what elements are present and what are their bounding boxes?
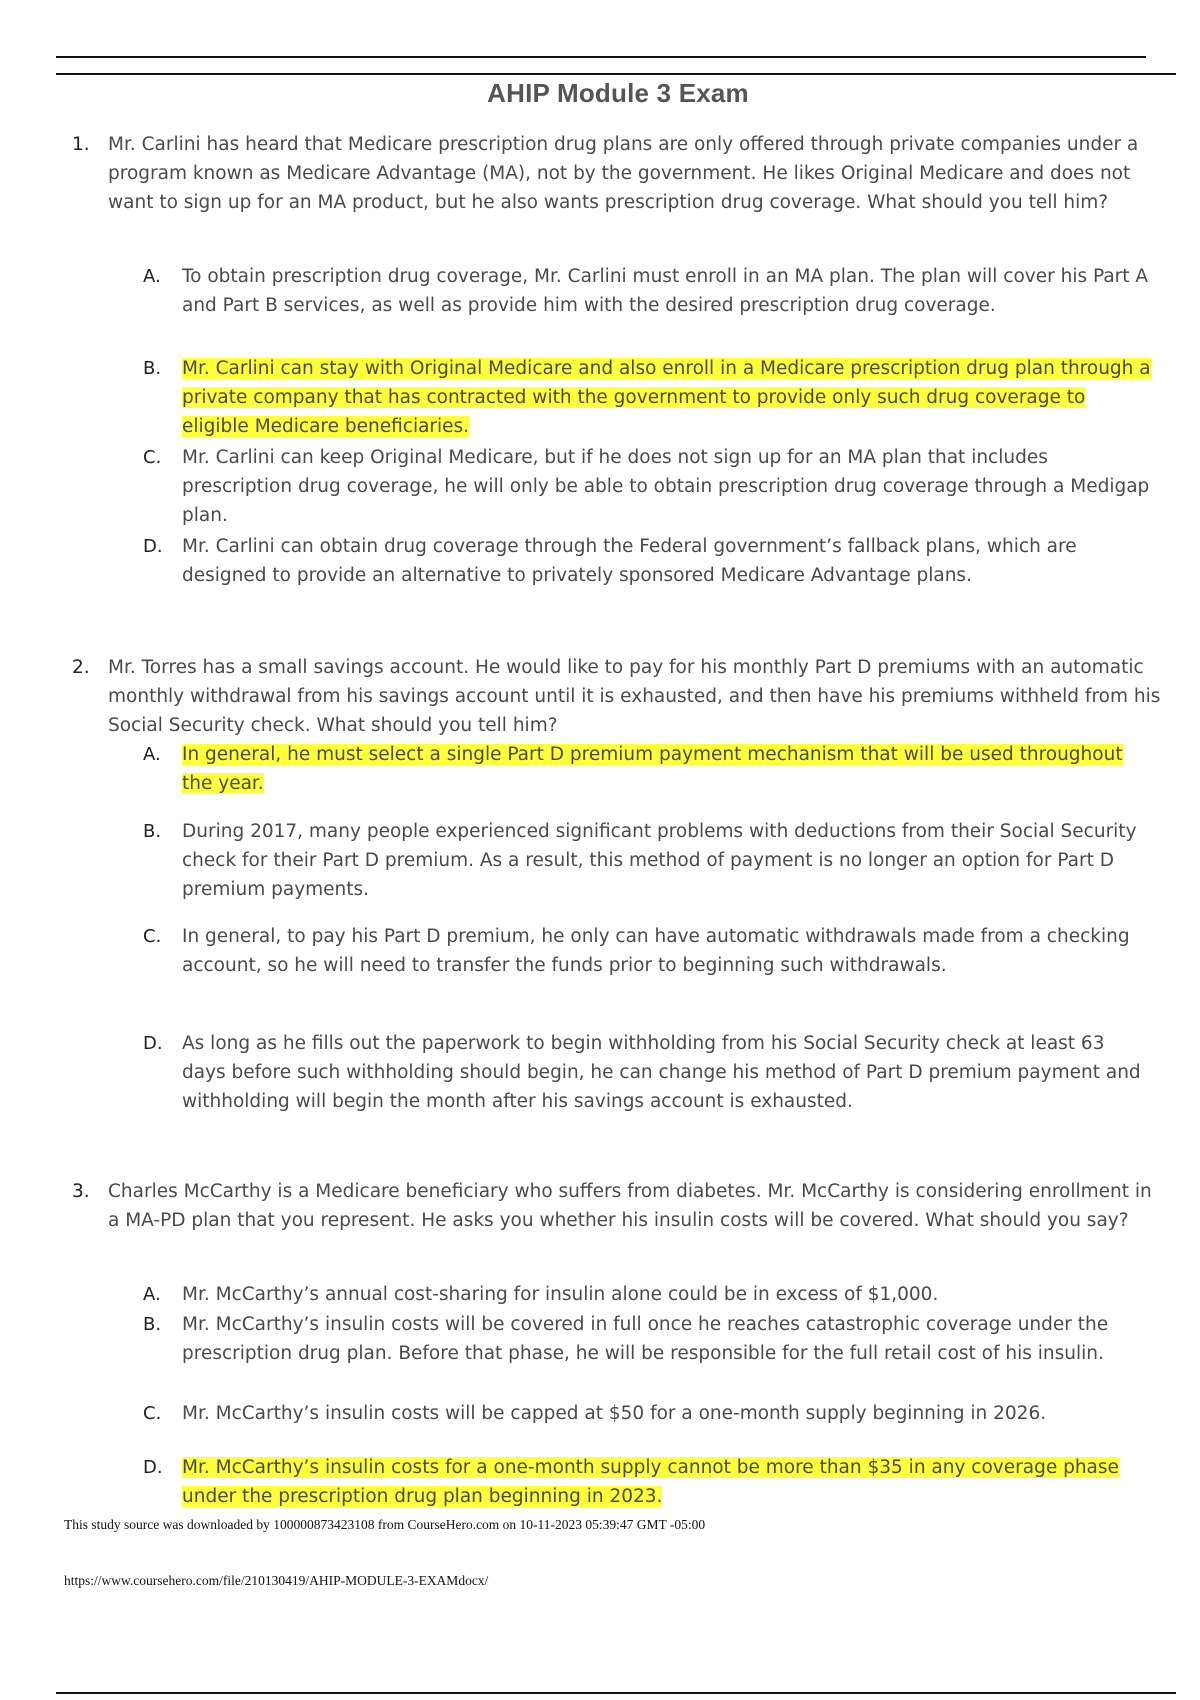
option-text-highlighted: In general, he must select a single Part D premium payment mechanism that will be used throughout the year. bbox=[182, 744, 1123, 794]
option-3a bbox=[143, 1280, 1153, 1309]
question-text: Mr. Torres has a small savings account. He would like to pay for his monthly Part D premiums with an automatic monthly withdrawal from his savings account until it is exhausted, and then have his premiums withheld from his Social Security check. What should you tell him? bbox=[108, 657, 1161, 736]
option-text: As long as he fills out the paperwork to begin withholding from his Social Security check at least 63 days before such withholding should begin, he can change his method of Part D premium payment and withholding will begin the month after his savings account is exhausted. bbox=[182, 1033, 1141, 1112]
option-letter: C. bbox=[143, 926, 162, 947]
question-text: Mr. Carlini has heard that Medicare prescription drug plans are only offered through private companies under a program known as Medicare Advantage (MA), not by the government. He likes Original Medicare and does not want to sign up for an MA product, but he also wants prescription drug coverage. What should you tell him? bbox=[108, 134, 1139, 213]
question-1 bbox=[72, 130, 1162, 217]
option-letter: B. bbox=[143, 1314, 162, 1335]
option-text-highlighted: Mr. McCarthy’s insulin costs for a one-month supply cannot be more than $35 in any coverage phase under the prescription drug plan beginning in 2023. bbox=[182, 1457, 1119, 1507]
option-letter: D. bbox=[143, 1033, 163, 1054]
option-letter: A. bbox=[143, 1284, 161, 1305]
option-2b bbox=[143, 817, 1153, 904]
option-letter: C. bbox=[143, 447, 162, 468]
option-2d bbox=[143, 1029, 1153, 1116]
option-3c bbox=[143, 1399, 1153, 1428]
option-1c bbox=[143, 443, 1153, 530]
option-text: To obtain prescription drug coverage, Mr. Carlini must enroll in an MA plan. The plan will cover his Part A and Part B services, as well as provide him with the desired prescription drug coverage. bbox=[182, 266, 1149, 316]
option-text: Mr. McCarthy’s annual cost-sharing for insulin alone could be in excess of $1,000. bbox=[182, 1284, 939, 1305]
option-2c bbox=[143, 922, 1153, 980]
option-letter: D. bbox=[143, 536, 163, 557]
bottom-rule bbox=[56, 1692, 1176, 1694]
option-text: Mr. McCarthy’s insulin costs will be covered in full once he reaches catastrophic coverage under the prescription drug plan. Before that phase, he will be responsible for the full retail cost of his insulin. bbox=[182, 1314, 1109, 1364]
option-letter: C. bbox=[143, 1403, 162, 1424]
source-url-link[interactable]: https://www.coursehero.com/file/210130419/AHIP-MODULE-3-EXAMdocx/ bbox=[64, 1573, 489, 1588]
option-3d bbox=[143, 1453, 1153, 1511]
option-letter: B. bbox=[143, 358, 162, 379]
download-source-note: This study source was downloaded by 100000873423108 from CourseHero.com on 10-11-2023 05:39:47 GMT -05:00 bbox=[64, 1517, 706, 1532]
option-text: In general, to pay his Part D premium, he only can have automatic withdrawals made from a checking account, so he will need to transfer the funds prior to beginning such withdrawals. bbox=[182, 926, 1130, 976]
question-2 bbox=[72, 653, 1162, 740]
option-letter: A. bbox=[143, 266, 161, 287]
option-1d bbox=[143, 532, 1153, 590]
top-rule bbox=[56, 73, 1176, 75]
question-number: 1. bbox=[72, 134, 90, 155]
question-text: Charles McCarthy is a Medicare beneficiary who suffers from diabetes. Mr. McCarthy is considering enrollment in a MA-PD plan that you represent. He asks you whether his insulin costs will be covered. What should you say? bbox=[108, 1181, 1152, 1231]
option-2a bbox=[143, 740, 1153, 798]
page-title: AHIP Module 3 Exam bbox=[487, 78, 749, 108]
question-number: 3. bbox=[72, 1181, 90, 1202]
option-text: Mr. Carlini can keep Original Medicare, but if he does not sign up for an MA plan that includes prescription drug coverage, he will only be able to obtain prescription drug coverage through a Medigap plan. bbox=[182, 447, 1150, 526]
option-letter: B. bbox=[143, 821, 162, 842]
option-text: Mr. McCarthy’s insulin costs will be capped at $50 for a one-month supply beginning in 2026. bbox=[182, 1403, 1047, 1424]
option-text: Mr. Carlini can obtain drug coverage through the Federal government’s fallback plans, which are designed to provide an alternative to privately sponsored Medicare Advantage plans. bbox=[182, 536, 1077, 586]
question-number: 2. bbox=[72, 657, 90, 678]
option-3b bbox=[143, 1310, 1153, 1368]
option-letter: D. bbox=[143, 1457, 163, 1478]
option-1b bbox=[143, 354, 1153, 441]
question-3 bbox=[72, 1177, 1162, 1235]
option-text: During 2017, many people experienced significant problems with deductions from their Social Security check for their Part D premium. As a result, this method of payment is no longer an option for Part D premium payments. bbox=[182, 821, 1137, 900]
top-rule bbox=[56, 56, 1146, 58]
option-letter: A. bbox=[143, 744, 161, 765]
option-1a bbox=[143, 262, 1153, 320]
option-text-highlighted: Mr. Carlini can stay with Original Medicare and also enroll in a Medicare prescription drug plan through a private company that has contracted with the government to provide only such drug coverage to eligible Medicare beneficiaries. bbox=[182, 358, 1151, 437]
